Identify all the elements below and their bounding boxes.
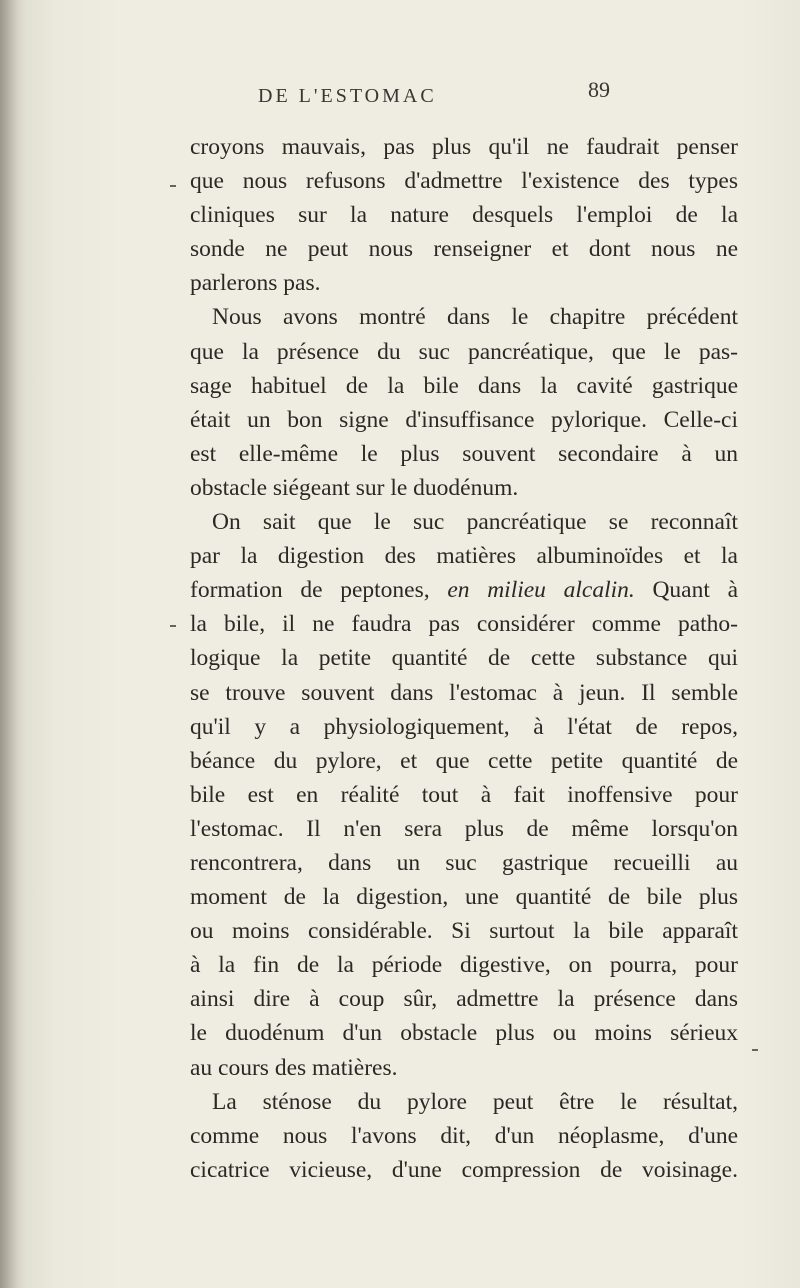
text-line — [190, 573, 738, 607]
text-line: moment de la digestion, une quantité de bile plus — [190, 884, 738, 911]
text-line: cliniques sur la nature desquels l'emploi de la — [190, 202, 738, 229]
text-line: le duodénum d'un obstacle plus ou moins sérieux — [190, 1020, 738, 1047]
text-line: la bile, il ne faudra pas considérer comme patho- — [190, 611, 738, 638]
text-line: ainsi dire à coup sûr, admettre la présence dans — [190, 986, 738, 1013]
text-line: La sténose du pylore peut être le résultat, — [212, 1088, 738, 1115]
margin-mark — [170, 625, 176, 627]
text-line: l'estomac. Il n'en sera plus de même lorsqu'on — [190, 815, 738, 842]
text-fragment: Quant à — [652, 577, 738, 604]
page-number: 89 — [588, 77, 610, 102]
text-line: ou moins considérable. Si surtout la bile apparaît — [190, 918, 738, 945]
text-line: que nous refusons d'admettre l'existence des types — [190, 168, 738, 195]
text-line: cicatrice vicieuse, d'une compression de voisinage. — [190, 1156, 738, 1183]
text-line: logique la petite quantité de cette substance qui — [190, 645, 738, 672]
text-line: est elle-même le plus souvent secondaire à un — [190, 440, 738, 467]
text-line: On sait que le suc pancréatique se reconnaît — [212, 509, 738, 536]
text-line: comme nous l'avons dit, d'un néoplasme, d'une — [190, 1122, 738, 1149]
text-line: sonde ne peut nous renseigner et dont nous ne — [190, 236, 738, 263]
text-line: se trouve souvent dans l'estomac à jeun. Il semble — [190, 679, 738, 706]
text-line: croyons mauvais, pas plus qu'il ne faudrait penser — [190, 134, 738, 160]
text-line: Nous avons montré dans le chapitre précédent — [212, 304, 738, 331]
text-line: obstacle siégeant sur le duodénum. — [190, 474, 519, 501]
text-line: parlerons pas. — [190, 270, 321, 297]
text-line: par la digestion des matières albuminoïdes et la — [190, 543, 738, 570]
text-line: que la présence du suc pancréatique, que le pas- — [190, 338, 738, 365]
text-line: à la fin de la période digestive, on pourra, pour — [190, 952, 738, 979]
text-line: sage habituel de la bile dans la cavité gastrique — [190, 372, 738, 399]
text-line: béance du pylore, et que cette petite quantité de — [190, 747, 738, 774]
text-fragment: formation de peptones, — [190, 577, 430, 604]
text-line: était un bon signe d'insuffisance pylorique. Celle-ci — [190, 406, 738, 433]
text-line: au cours des matières. — [190, 1054, 398, 1081]
binding-shadow — [0, 0, 18, 1288]
text-line: bile est en réalité tout à fait inoffensive pour — [190, 781, 738, 808]
margin-mark — [170, 185, 176, 187]
body-text — [190, 130, 738, 1187]
margin-mark — [752, 1049, 758, 1051]
running-head: DE L'ESTOMAC — [258, 85, 437, 107]
text-line: qu'il y a physiologiquement, à l'état de repos, — [190, 713, 738, 740]
text-line: rencontrera, dans un suc gastrique recueilli au — [190, 849, 738, 876]
italic-phrase: en milieu alcalin. — [447, 577, 635, 604]
